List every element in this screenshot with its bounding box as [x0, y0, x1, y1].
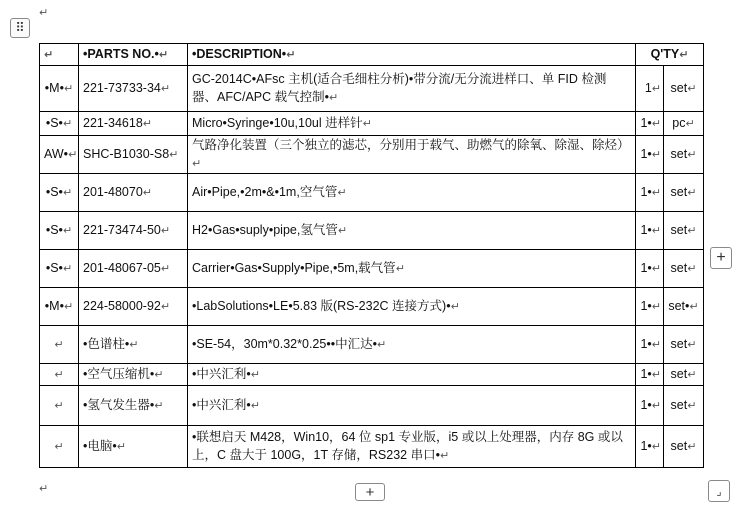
paragraph-mark: ↵ — [687, 441, 697, 453]
cell-code-text: •M• — [44, 299, 64, 313]
paragraph-mark: ↵ — [651, 149, 661, 161]
cell-code-text: •M• — [44, 81, 64, 95]
paragraph-mark: ↵ — [687, 339, 697, 351]
cell-qty-text: 1• — [640, 185, 652, 199]
cell-parts-no-text: •氢气发生器• — [83, 398, 155, 412]
cell-unit[interactable] — [664, 326, 704, 364]
paragraph-mark: ↵ — [651, 225, 661, 237]
cell-parts-no[interactable] — [79, 174, 188, 212]
table-row — [40, 212, 704, 250]
cell-unit-text: set — [670, 147, 688, 161]
paragraph-mark: ↵ — [687, 187, 697, 199]
paragraph-mark: ↵ — [651, 369, 661, 381]
paragraph-mark: ↵ — [142, 187, 152, 199]
paragraph-mark: ↵ — [160, 301, 171, 313]
cell-code[interactable] — [40, 288, 79, 326]
cell-unit-text: set — [670, 398, 688, 412]
paragraph-mark: ↵ — [154, 400, 164, 412]
paragraph-mark: ↵ — [160, 263, 171, 275]
cell-code[interactable] — [40, 174, 79, 212]
paragraph-mark: ↵ — [651, 118, 661, 130]
paragraph-mark: ↵ — [687, 263, 697, 275]
cell-code[interactable] — [40, 136, 79, 174]
cell-parts-no-text: •色谱柱• — [83, 337, 130, 351]
header-code[interactable]: ↵ — [40, 44, 79, 66]
paragraph-mark: ↵ — [687, 83, 697, 95]
plus-icon: + — [716, 249, 726, 266]
cell-description-text: •LabSolutions•LE•5.83 版(RS-232C 连接方式)• — [192, 299, 451, 313]
cell-unit-text: set — [670, 439, 688, 453]
table-resize-handle[interactable] — [708, 480, 730, 502]
cell-unit-text: set — [670, 261, 688, 275]
cell-description-text: •中兴汇利• — [192, 367, 251, 381]
cell-parts-no-text: SHC-B1030-S8 — [83, 147, 170, 161]
cell-unit[interactable] — [664, 364, 704, 386]
paragraph-mark: ↵ — [250, 400, 260, 412]
table-row — [40, 326, 704, 364]
cell-code-text: •S• — [45, 185, 63, 199]
paragraph-mark: ↵ — [62, 187, 73, 199]
paragraph-mark: ↵ — [689, 301, 699, 313]
paragraph-mark: ↵ — [63, 301, 74, 313]
cell-code-text: AW• — [44, 147, 69, 161]
cell-code-text: •S• — [45, 223, 63, 237]
paragraph-mark: ↵ — [129, 339, 139, 351]
add-row-button[interactable] — [355, 483, 385, 501]
cell-code[interactable] — [40, 250, 79, 288]
paragraph-mark: ↵ — [685, 118, 695, 130]
table-row — [40, 136, 704, 174]
cell-qty-text: 1• — [640, 147, 652, 161]
cell-description-text: GC-2014C•AFsc 主机(适合毛细柱分析)•带分流/无分流进样口、单 FID 检测器、AFC/APC 载气控制• — [192, 72, 607, 104]
cell-description[interactable] — [188, 386, 636, 426]
paragraph-mark: ↵ — [651, 187, 661, 199]
cell-qty[interactable] — [636, 426, 664, 468]
plus-icon: + — [365, 483, 375, 501]
header-parts-no[interactable]: •PARTS NO.•↵ — [79, 44, 188, 66]
header-description[interactable]: •DESCRIPTION•↵ — [188, 44, 636, 66]
paragraph-mark: ↵ — [250, 369, 260, 381]
paragraph-mark: ↵ — [651, 441, 661, 453]
cell-unit[interactable] — [664, 288, 704, 326]
cell-code[interactable] — [40, 66, 79, 112]
cell-unit[interactable] — [664, 174, 704, 212]
paragraph-mark: ↵ — [687, 369, 697, 381]
cell-qty[interactable] — [636, 250, 664, 288]
cell-qty[interactable] — [636, 326, 664, 364]
cell-description[interactable] — [188, 136, 636, 174]
cell-parts-no-text: •电脑• — [83, 439, 117, 453]
cell-qty[interactable] — [636, 288, 664, 326]
table-row — [40, 250, 704, 288]
paragraph-mark: ↵ — [54, 400, 64, 412]
cell-unit-text: set — [670, 367, 688, 381]
cell-qty[interactable] — [636, 66, 664, 112]
cell-qty-text: 1• — [640, 261, 652, 275]
resize-corner-icon: ⌟ — [716, 485, 722, 498]
cell-parts-no-text: 221-73733-34 — [83, 81, 161, 95]
cell-code[interactable] — [40, 212, 79, 250]
paragraph-mark: ↵ — [62, 118, 73, 130]
cell-unit-text: set — [670, 337, 688, 351]
cell-parts-no[interactable] — [79, 386, 188, 426]
cell-description-text: •中兴汇利• — [192, 398, 251, 412]
cell-unit-text: set• — [668, 299, 690, 313]
cell-qty[interactable] — [636, 364, 664, 386]
table-row — [40, 288, 704, 326]
parts-table — [39, 43, 704, 468]
table-row — [40, 364, 704, 386]
paragraph-mark: ↵ — [376, 339, 387, 351]
cell-code[interactable] — [40, 364, 79, 386]
cell-code-text: •S• — [45, 261, 63, 275]
paragraph-mark: ↵ — [687, 149, 697, 161]
paragraph-mark: ↵ — [687, 225, 697, 237]
paragraph-mark: ↵ — [62, 263, 73, 275]
cell-unit[interactable] — [664, 112, 704, 136]
cell-parts-no[interactable] — [79, 212, 188, 250]
paragraph-mark: ↵ — [329, 92, 339, 104]
paragraph-mark: ↵ — [54, 369, 64, 381]
cell-parts-no-text: •空气压缩机• — [83, 367, 155, 381]
cell-unit-text: set — [670, 223, 688, 237]
paragraph-mark: ↵ — [651, 339, 661, 351]
cell-qty[interactable] — [636, 174, 664, 212]
cell-qty-text: 1• — [640, 337, 652, 351]
cell-description-text: 气路净化装置（三个独立的滤芯，分别用于载气、助燃气的除氧、除湿、除烃） — [192, 138, 630, 152]
paragraph-mark: ↵ — [362, 118, 372, 130]
cell-parts-no[interactable] — [79, 112, 188, 136]
header-row — [40, 44, 704, 66]
cell-parts-no-text: 201-48067-05 — [83, 261, 161, 275]
cell-parts-no[interactable] — [79, 326, 188, 364]
cell-unit[interactable] — [664, 426, 704, 468]
cell-description[interactable] — [188, 326, 636, 364]
cell-unit-text: pc — [672, 116, 686, 130]
paragraph-mark: ↵ — [54, 339, 64, 351]
paragraph-mark: ↵ — [39, 7, 49, 19]
paragraph-mark: ↵ — [68, 149, 78, 161]
cell-qty[interactable] — [636, 112, 664, 136]
cell-parts-no[interactable] — [79, 426, 188, 468]
table-row — [40, 426, 704, 468]
cell-description-text: H2•Gas•suply•pipe,氢气管 — [192, 223, 338, 237]
cell-description[interactable] — [188, 250, 636, 288]
cell-qty[interactable] — [636, 136, 664, 174]
cell-qty-text: 1• — [640, 367, 652, 381]
paragraph-mark: ↵ — [142, 118, 152, 130]
paragraph-mark: ↵ — [651, 83, 661, 95]
paragraph-mark: ↵ — [160, 83, 171, 95]
cell-description-text: •SE-54，30m*0.32*0.25••中汇达• — [192, 337, 377, 351]
cell-unit[interactable] — [664, 250, 704, 288]
table-row — [40, 112, 704, 136]
paragraph-mark: ↵ — [651, 301, 661, 313]
cell-code[interactable] — [40, 426, 79, 468]
paragraph-mark-bottom: ↵ — [39, 483, 49, 495]
cell-description[interactable] — [188, 66, 636, 112]
paragraph-mark: ↵ — [160, 225, 171, 237]
paragraph-mark: ↵ — [169, 149, 179, 161]
cell-description[interactable] — [188, 112, 636, 136]
paragraph-mark: ↵ — [651, 263, 661, 275]
cell-qty-text: 1• — [640, 116, 652, 130]
cell-unit[interactable] — [664, 66, 704, 112]
cell-parts-no[interactable] — [79, 364, 188, 386]
cell-qty-text: 1• — [640, 439, 652, 453]
table-row — [40, 174, 704, 212]
cell-description[interactable] — [188, 426, 636, 468]
paragraph-mark: ↵ — [337, 225, 348, 237]
table-move-handle[interactable] — [10, 18, 30, 38]
cell-parts-no[interactable] — [79, 250, 188, 288]
paragraph-mark: ↵ — [450, 301, 460, 313]
cell-parts-no[interactable] — [79, 66, 188, 112]
cell-qty-text: 1• — [640, 299, 652, 313]
cell-description[interactable] — [188, 212, 636, 250]
cell-parts-no-text: 221-34618 — [83, 116, 143, 130]
table-row — [40, 386, 704, 426]
paragraph-mark: ↵ — [439, 450, 450, 462]
paragraph-mark: ↵ — [395, 263, 405, 275]
cell-qty-text: 1 — [644, 81, 652, 95]
cell-qty[interactable] — [636, 212, 664, 250]
paragraph-mark: ↵ — [154, 369, 164, 381]
cell-description[interactable] — [188, 174, 636, 212]
cell-parts-no-text: 221-73474-50 — [83, 223, 161, 237]
paragraph-mark: ↵ — [116, 441, 126, 453]
add-column-button[interactable] — [710, 247, 732, 269]
cell-unit[interactable] — [664, 386, 704, 426]
paragraph-mark: ↵ — [192, 158, 202, 170]
table-row — [40, 66, 704, 112]
cell-parts-no[interactable] — [79, 288, 188, 326]
move-handle-icon: ⠿ — [15, 20, 25, 35]
cell-qty-text: 1• — [640, 223, 652, 237]
cell-code[interactable] — [40, 112, 79, 136]
cell-description[interactable] — [188, 288, 636, 326]
paragraph-mark: ↵ — [62, 225, 73, 237]
paragraph-mark: ↵ — [337, 187, 347, 199]
cell-unit-text: set — [670, 81, 688, 95]
paragraph-mark: ↵ — [54, 441, 64, 453]
cell-code[interactable] — [40, 326, 79, 364]
cell-code-text: •S• — [45, 116, 63, 130]
cell-description-text: Micro•Syringe•10u,10ul 进样针 — [192, 116, 363, 130]
cell-description-text: Carrier•Gas•Supply•Pipe,•5m,载气管 — [192, 261, 396, 275]
cell-description-text: Air•Pipe,•2m•&•1m,空气管 — [192, 185, 338, 199]
cell-description[interactable] — [188, 364, 636, 386]
cell-description-text: •联想启天 M428，Win10，64 位 sp1 专业版，i5 或以上处理器，内存 8G 或以上，C 盘大于 100G，1T 存储，RS232 串口• — [192, 430, 623, 462]
paragraph-mark: ↵ — [63, 83, 74, 95]
cell-parts-no-text: 201-48070 — [83, 185, 143, 199]
cell-unit-text: set — [670, 185, 688, 199]
cell-qty-text: 1• — [640, 398, 652, 412]
cell-parts-no-text: 224-58000-92 — [83, 299, 161, 313]
cell-qty[interactable] — [636, 386, 664, 426]
cell-unit[interactable] — [664, 212, 704, 250]
cell-code[interactable] — [40, 386, 79, 426]
header-qty[interactable]: Q'TY↵ — [636, 44, 704, 66]
paragraph-mark: ↵ — [687, 400, 697, 412]
cell-parts-no[interactable] — [79, 136, 188, 174]
paragraph-mark: ↵ — [651, 400, 661, 412]
cell-unit[interactable] — [664, 136, 704, 174]
